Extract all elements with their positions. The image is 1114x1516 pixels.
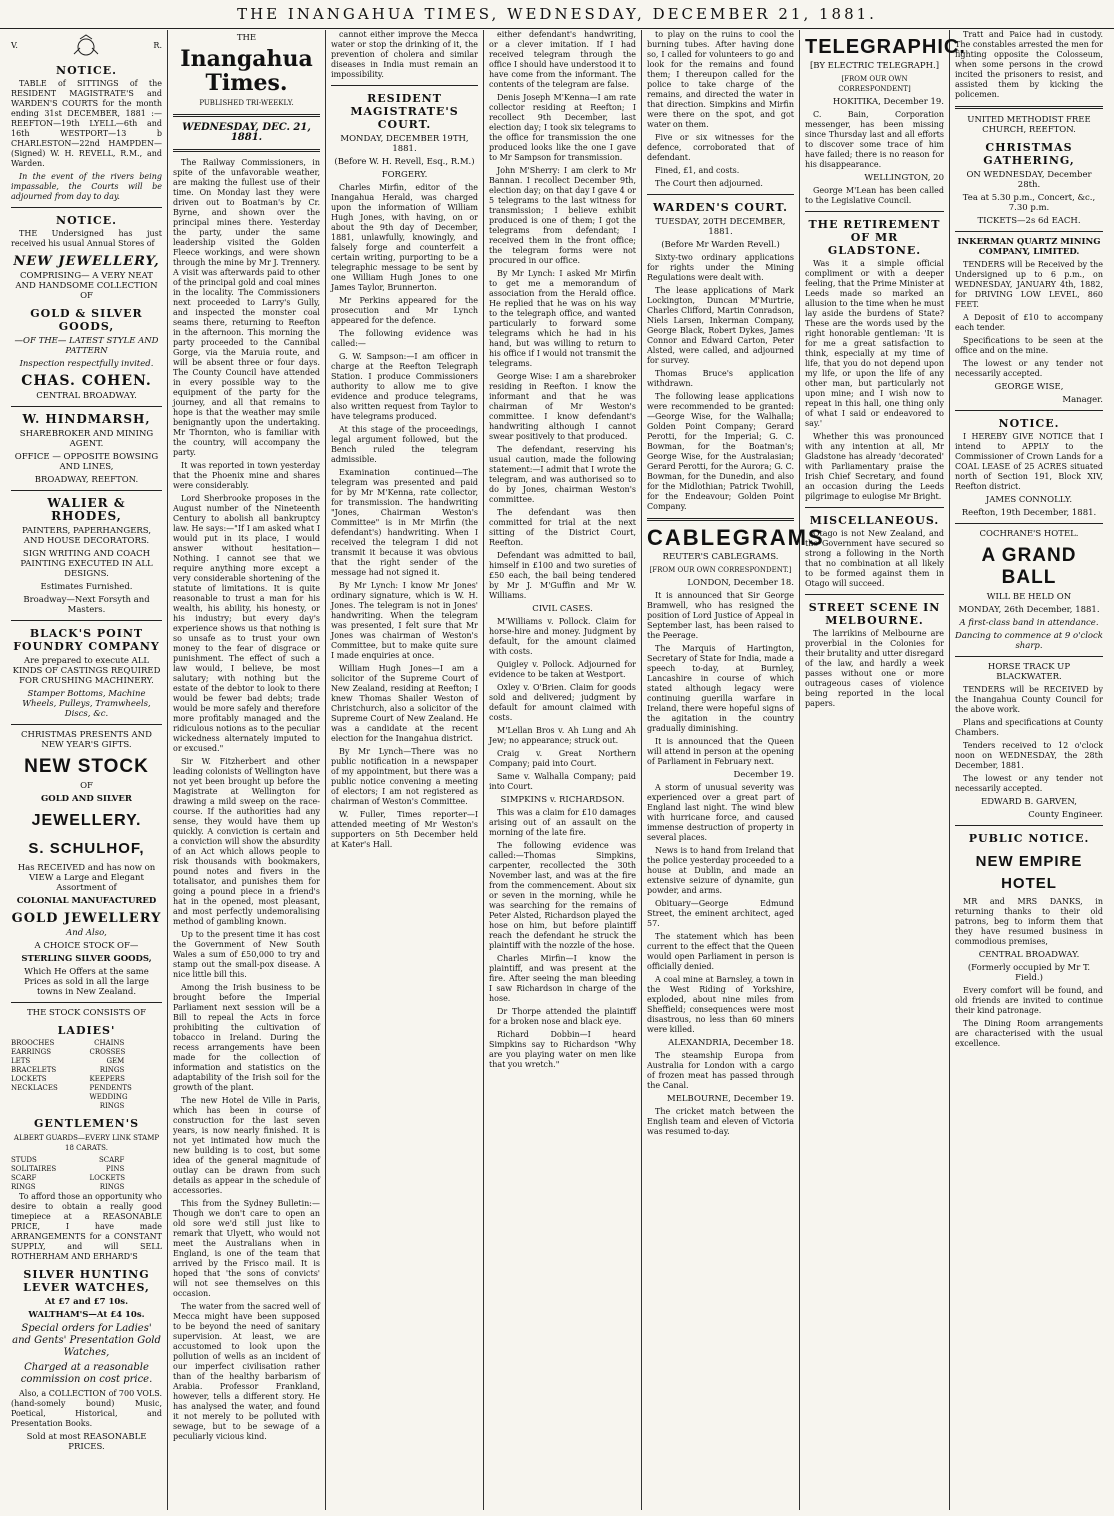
horse-track-heading: HORSE TRACK UP BLACKWATER. [987, 662, 1071, 682]
tenders-notice: TENDERS will be Received by the Undersigned up to 6 p.m., on WEDNESDAY, JANUARY 4th, 1882, for DRIVING LOW LEVEL, 860 FEET. [955, 260, 1103, 309]
specifications-note: Specifications to be seen at the office and on the mine. [955, 336, 1103, 355]
column-6 [800, 30, 966, 1510]
special-orders: Special orders for Ladies' and Gents' Presentation Gold Watches, [12, 1323, 161, 1358]
silver-hunting-watches: SILVER HUNTING LEVER WATCHES, [23, 1268, 150, 1294]
engineer-title: County Engineer. [1028, 810, 1103, 820]
column-1 [6, 30, 168, 1510]
title-the: THE [236, 33, 257, 43]
gladstone-heading: THE RETIREMENT OF MR GLADSTONE. [808, 218, 941, 257]
divider [647, 518, 794, 521]
divider [11, 406, 162, 407]
inkerman-heading: INKERMAN QUARTZ MINING COMPANY, LIMITED. [957, 237, 1101, 257]
wardens-court-date: TUESDAY, 20TH DECEMBER, 1881. [655, 217, 786, 237]
crest-left: V. [11, 41, 18, 50]
central-broadway: CENTRAL BROADWAY. [978, 950, 1080, 960]
christmas-gathering: CHRISTMAS GATHERING, [983, 141, 1075, 167]
schulhof-name: S. SCHULHOF, [28, 840, 145, 857]
from-correspondent: [FROM OUR OWN CORRESPONDENT] [838, 75, 911, 93]
ladies-left-list [11, 1039, 83, 1111]
article-paragraph: News is to hand from Ireland that the police yesterday proceeded to a house at Dublin, and made an extensive seizure of dynamite, gun powder, and arms. [647, 846, 794, 895]
article-paragraph: Mr Perkins appeared for the prosecution and Mr Lynch appeared for the defence. [331, 296, 478, 325]
published-tri-weekly: PUBLISHED TRI-WEEKLY. [199, 99, 294, 107]
tickets: TICKETS—2s 6d EACH. [977, 216, 1081, 226]
article-paragraph: Thomas Bruce's application withdrawn. [647, 369, 794, 388]
article-paragraph: Was it a simple official compliment or with a deeper feeling, that the Prime Minister at Leeds made so marked an allusion to the time when he must lay aside the burdens of State? These are the words used by the right honorable gentleman: 'It is for me a great satisfaction to think, especially at my time of life, that you do not depend upon my life, or upon the life of any other man, but particularly not upon mine; and I wish now to repeat in this hall, one thing only of what I said or endeavored to say.' [805, 259, 944, 428]
hindmarsh-name: W. HINDMARSH, [22, 412, 151, 426]
list-item: SCARF RINGS [11, 1174, 37, 1191]
article-paragraph: W. Fuller, Times reporter—I attended meeting of Mr Weston's supporters on 5th December held at Kater's Hall. [331, 810, 478, 849]
article-paragraph: cannot either improve the Mecca water or stop the drinking of it, the prevention of cholera and similar diseases in India must remain an impossibility. [331, 30, 478, 79]
deposit-note: A Deposit of £10 to accompany each tender. [955, 313, 1103, 332]
gents-items [11, 1156, 162, 1192]
connolly-date: Reefton, 19th December, 1881. [961, 508, 1097, 518]
article-paragraph: to play on the ruins to cool the burning tubes. After having done so, I called for volunteers to go and look for the remains and found them; I thereupon called for the police to take charge of the remains, and directed the water in that direction. Simpkins and Mirfin were there on the spot, and got water on them. [647, 30, 794, 129]
divider [11, 207, 162, 208]
article-paragraph: The Railway Commissioners, in spite of the unfavorable weather, are making the fullest use of their time. On Monday last they were driven out to Boatman's by Cr. Byrne, and shown over the principal mines there. Yesterday the party, under the same leadership visited the Golden Fleece workings, and were shown through the mine by Mr J. Trennery. A visit was afterwards paid to other of the principal gold and coal mines in the locality. The Commissioners next proceeded to Larry's Gully, and inspected the monster coal seams there, returning to Reefton in the afternoon. This morning the party proceeded to the Cannibal Gorge, via the Maruia route, and will be absent three or four days. The County Council have attended in every possible way to the equipment of the party for the journey, and all that remains to hope is that the weather may smile benignantly upon the undertaking. Mr Thornton, who is familiar with the country, will accompany the party. [173, 158, 320, 457]
gold-and-silver: GOLD AND SILVER [41, 794, 132, 804]
books-collection: Also, a COLLECTION of 700 VOLS. (hand-somely bound) Music, Poetical, Historical, and Presentation Books. [11, 1389, 162, 1428]
cochrane-hotel: COCHRANE'S HOTEL. [979, 529, 1079, 539]
cohen-name: CHAS. COHEN. [21, 373, 152, 389]
article-paragraph: Fined, £1, and costs. [655, 166, 740, 175]
list-item: PENDENTS [89, 1084, 132, 1092]
article-paragraph: Dr Thorpe attended the plaintiff for a broken nose and black eye. [489, 1007, 636, 1026]
divider [805, 211, 944, 212]
column-5 [642, 30, 825, 1510]
ladies-heading: LADIES' [57, 1024, 116, 1037]
new-stock-of: OF [80, 781, 93, 791]
article-paragraph: A storm of unusual severity was experienced over a great part of England last night. The wind blew with hurricane force, and caused immense destruction of property in several places. [647, 783, 794, 842]
list-item: RINGS [99, 1183, 125, 1191]
gentlemens-heading: GENTLEMEN'S [33, 1117, 140, 1130]
formerly-occupied: (Formerly occupied by Mr T. Field.) [967, 963, 1091, 983]
article-paragraph: Oxley v. O'Brien. Claim for goods sold and delivered; judgment by default for amount claimed with costs. [489, 683, 636, 722]
article-paragraph: C. Bain, Corporation messenger, has been missing since Thursday last and all efforts to discover some trace of him have failed; there is no reason for his disappearance. [805, 110, 944, 169]
george-wise: GEORGE WISE, [994, 382, 1064, 392]
article-paragraph: Charles Mirfin—I know the plaintiff, and was present at the fire. After seeing the man bleeding I saw Richardson in charge of the hose. [489, 954, 636, 1003]
divider [173, 114, 320, 117]
plans-note: Plans and specifications at County Chambers. [955, 718, 1103, 737]
wardens-court-before: (Before Mr Warden Revell.) [661, 240, 780, 250]
inspection-invited: Inspection respectfully invited. [19, 359, 154, 369]
article-paragraph: G. W. Sampson:—I am officer in charge at the Reefton Telegraph Station. I produce Commissioners authority to allow me to give evidence and produce telegrams, also written request from Taylor to have telegrams produced. [331, 352, 478, 421]
list-item: SOLITAIRES [11, 1165, 57, 1173]
walier-name: WALIER & RHODES, [47, 496, 126, 523]
stock-consists: THE STOCK CONSISTS OF [27, 1008, 146, 1018]
article-paragraph: Examination continued—The telegram was presented and paid for by Mr M'Kenna, rate collector, for transmission. The handwriting "Jones, Chairman Weston's Committee" is in Mr Mirfin (the defendant's) handwriting. When I received the telegram I did not transmit it because it was obvious that the right sender of the message had not signed it. [331, 468, 478, 577]
article-paragraph: The Marquis of Hartington, Secretary of State for India, made a speech to-day, at Burnley, Lancashire in course of which stated although legacy were continuing guerilla warfare in Ireland, there were hopeful signs of the agitation in the country gradually diminishing. [647, 644, 794, 733]
gathering-date: ON WEDNESDAY, December 28th. [966, 170, 1092, 190]
telegraphic-heading: TELEGRAPHIC. [805, 36, 966, 58]
gold-jewellery: GOLD JEWELLERY [11, 911, 162, 926]
manager-title: Manager. [1062, 395, 1103, 405]
price-hunting: At £7 and £7 10s. [44, 1297, 129, 1307]
street-scene-heading: STREET SCENE IN MELBOURNE. [808, 601, 941, 627]
column-2 [168, 30, 326, 1510]
column-3 [326, 30, 484, 1510]
dateline-dec19: December 19. [733, 770, 794, 780]
miscellaneous-heading: MISCELLANEOUS. [809, 514, 940, 527]
walier-sign: SIGN WRITING AND COACH PAINTING EXECUTED IN ALL DESIGNS. [20, 549, 153, 579]
article-paragraph: Same v. Walhalla Company; paid into Court. [489, 772, 636, 791]
rm-court-heading: RESIDENT MAGISTRATE'S COURT. [350, 92, 459, 131]
foundry-items: Stamper Bottoms, Machine Wheels, Pulleys, Tramwheels, Discs, &c. [22, 689, 151, 719]
article-paragraph: The larrikins of Melbourne are proverbial in the Colonies for their brutality and utter disregard of the law, and hardly a week passes without one or more outrageous cases of violence being reported in the local papers. [805, 629, 944, 708]
article-paragraph: It is announced that Sir George Bramwell, who has resigned the position of Lord Justice of Appeal in September last, has been raised to the Peerage. [647, 591, 794, 640]
foundry-name: BLACK'S POINT FOUNDRY COMPANY [13, 627, 160, 653]
forgery-heading: FORGERY. [381, 170, 428, 180]
article-paragraph: Denis Joseph M'Kenna—I am rate collector residing at Reefton; I recollect 9th December, last election day; I took six telegrams to the office for transmission the one produced looks like the one I gave to Mr Sampson for transmission. [489, 93, 636, 162]
article-paragraph: Obituary—George Edmund Street, the eminent architect, aged 57. [647, 899, 794, 928]
coal-lease-notice: I HEREBY GIVE NOTICE that I intend to APPLY to the Commissioner of Crown Lands for a COAL LEASE of 25 ACRES situated north of Section 191, Block XIV, Reefton district. [955, 432, 1103, 491]
list-item: KEEPERS [89, 1075, 125, 1083]
crest-row [11, 34, 162, 58]
ladies-items [11, 1039, 162, 1111]
reuters-heading: REUTER'S CABLEGRAMS. [662, 552, 779, 562]
foundry-body: Are prepared to execute ALL KINDS OF CASTINGS REQUIRED FOR CRUSHING MACHINERY. [12, 656, 161, 686]
article-paragraph: A coal mine at Barnsley, a town in the West Riding of Yorkshire, exploded, about nine miles from Sheffield; consequences were most disastrous, no less than 60 miners were killed. [647, 975, 794, 1034]
civil-cases-heading: CIVIL CASES. [532, 604, 593, 614]
issue-date: WEDNESDAY, DEC. 21, 1881. [182, 122, 311, 143]
article-paragraph: By Mr Lynch: I asked Mr Mirfin to get me a memorandum of association from the Herald office. He replied that he was on his way to the telegraph office, and wanted particularly to forward some telegrams which he had in his hand, but was willing to return to his office if I would not transmit the telegrams. [489, 269, 636, 368]
article-paragraph: Quigley v. Pollock. Adjourned for evidence to be taken at Westport. [489, 660, 636, 679]
list-item: SCARF PINS [98, 1156, 125, 1173]
james-connolly: JAMES CONNOLLY. [985, 495, 1073, 505]
colonial-manufactured: COLONIAL MANUFACTURED [16, 896, 157, 906]
column-4 [484, 30, 642, 1510]
gents-right-list [90, 1156, 162, 1192]
article-paragraph: It is announced that the Queen will attend in person at the opening of Parliament in February next. [647, 737, 794, 766]
jewellery-heading: JEWELLERY. [31, 812, 142, 829]
list-item: BROOCHES [11, 1039, 55, 1047]
divider [11, 724, 162, 725]
article-paragraph: The cricket match between the English team and eleven of Victoria was resumed to-day. [647, 1107, 794, 1136]
article-paragraph: Richard Dobbin—I heard Simpkins say to Richardson "Why are you playing water on men like that you wretch." [489, 1030, 636, 1069]
notice-heading: NOTICE. [56, 64, 117, 77]
list-item: EARRINGS [11, 1048, 51, 1056]
divider [955, 656, 1103, 657]
walier-trade: PAINTERS, PAPERHANGERS, AND HOUSE DECORATORS. [21, 526, 152, 546]
walier-estimates: Estimates Furnished. [40, 582, 133, 592]
grand-ball: A GRAND BALL [981, 545, 1077, 588]
article-paragraph: George M'Lean has been called to the Legislative Council. [805, 186, 944, 205]
article-paragraph: Among the Irish business to be brought before the Imperial Parliament next session will be a Bill to repeal the Acts in force prohibiting the cultivation of tobacco in Ireland. During the recess arrangements have been made for the collection of information and statistics on the adaptability of the Irish soil for the growth of the plant. [173, 983, 320, 1092]
schulhof-body: Has RECEIVED and has now on VIEW a Large and Elegant Assortment of [17, 863, 156, 893]
article-paragraph: At this stage of the proceedings, legal argument followed, but the Bench ruled the telegram admissible. [331, 425, 478, 464]
article-paragraph: Five or six witnesses for the defence, corroborated that of defendant. [647, 133, 794, 162]
article-paragraph: This was a claim for £10 damages arising out of an assault on the morning of the late fire. [489, 808, 636, 837]
sold-prices: Sold at most REASONABLE PRICES. [26, 1432, 147, 1452]
and-also: And Also, [66, 928, 107, 938]
article-paragraph: This from the Sydney Bulletin:—Though we don't care to open an old sore we'd still just like to remark that Ulyett, who would not meet the Australians when in England, is one of the team that arrived by the Frisco mail. It is hoped that 'the sons of convicts' will not see themselves on this occasion. [173, 1199, 320, 1298]
article-paragraph: The new Hotel de Ville in Paris, which has been in course of construction for the last seven years, is now nearly finished. It is not yet intimated how much the new building is to cost, but some idea of the general magnitude of outlay can be drawn from such details as appear in the schedule of accessories. [173, 1096, 320, 1195]
dateline-hokitika: HOKITIKA, December 19. [832, 97, 944, 107]
public-notice: PUBLIC NOTICE. [968, 832, 1090, 845]
ladies-right-list [90, 1039, 162, 1111]
crest-right: R. [153, 41, 162, 50]
divider [11, 620, 162, 621]
article-paragraph: Charles Mirfin, editor of the Inangahua Herald, was charged upon the information of William Hugh Jones, with having, on or about the 9th day of December, 1881, unlawfully, knowingly, and falsely forge and counterfeit a certain writing, purporting to be a telegraphic message to be sent by one William Hugh Jones to one James Taylor, Brunnerton. [331, 183, 478, 292]
divider [955, 231, 1103, 232]
divider [647, 194, 794, 195]
list-item: BRACELETS [11, 1066, 57, 1074]
article-paragraph: William Hugh Jones—I am a solicitor of the Supreme Court of New Zealand, residing at Reefton; I knew Thomas Shailer Weston of Christchurch, also a solicitor of the Supreme Court of New Zealand. He was a candidate at the recent election for the Inangahua district. [331, 664, 478, 743]
will-be-held: WILL BE HELD ON [986, 592, 1072, 602]
afford-paragraph: To afford those an opportunity who desire to obtain a really good timepiece at a REASONABLE PRICE, I have made ARRANGEMENTS for a CONSTANT SUPPLY, and will SELL ROTHERHAM AND ERHARD'S [11, 1192, 162, 1261]
masthead: THE INANGAHUA TIMES, WEDNESDAY, DECEMBER 21, 1881. [0, 0, 1114, 29]
article-paragraph: John M'Sherry: I am clerk to Mr Bannan. I recollect December 9th, election day; on that day I gave 4 or 5 telegrams to the last witness for transmission; I believe exhibit produced is one of them; I got the telegrams from defendant; I received them in the front office; the telegram forms were not procured in our office. [489, 166, 636, 265]
dateline-melbourne: MELBOURNE, December 19. [667, 1094, 794, 1104]
list-item: CHAINS [94, 1039, 125, 1047]
divider [805, 594, 944, 595]
list-item: CROSSES [89, 1048, 126, 1056]
article-paragraph: By Mr Lynch—There was no public notification in a newspaper of my appointment, but there was a public notice convening a meeting of electors; I am not registered as chairman of Weston's Committee. [331, 747, 478, 806]
gents-left-list [11, 1156, 83, 1192]
divider [955, 825, 1103, 826]
wardens-court-heading: WARDEN'S COURT. [653, 201, 788, 214]
list-item: LETS [11, 1057, 31, 1065]
walier-address: Broadway—Next Forsyth and Masters. [23, 595, 150, 615]
article-paragraph: Craig v. Great Northern Company; paid into Court. [489, 749, 636, 768]
jewellery-intro: THE Undersigned has just received his usual Annual Stores of [11, 229, 162, 248]
tea-concert: Tea at 5.30 p.m., Concert, &c., 7.30 p.m. [962, 193, 1096, 213]
ball-date: MONDAY, 26th December, 1881. [958, 605, 1100, 615]
jewellery-title: NEW JEWELLERY, [13, 254, 160, 269]
article-paragraph: The statement which has been current to the effect that the Queen would open Parliament in person is officially denied. [647, 932, 794, 971]
article-paragraph: The following evidence was called:— [331, 329, 478, 348]
article-paragraph: The following evidence was called:—Thomas Simpkins, carpenter, recollected the 30th November last, and was at the fire from the commencement. About six or seven in the morning, while he was searching for the remains of Peter Alsted, Richardson played the hose on him, but before plaintiff reach the defendant he struck the plaintiff with the nozzle of the hose. [489, 841, 636, 950]
article-paragraph: Otago is not New Zealand, and the Government have secured so strong a following in the North that no combination at all likely to be formed against them in Otago will succeed. [805, 529, 944, 588]
article-paragraph: Up to the present time it has cost the Government of New South Wales a sum of £50,000 to try and stamp out the small-pox disease. A nice little bill this. [173, 930, 320, 979]
dining-note: The Dining Room arrangements are characterised with the usual excellence. [955, 1019, 1103, 1048]
article-paragraph: The steamship Europa from Australia for London with a cargo of frozen meat has passed through the Canal. [647, 1051, 794, 1090]
xmas-presents: CHRISTMAS PRESENTS AND NEW YEAR'S GIFTS. [21, 730, 152, 750]
royal-crest-icon [71, 34, 101, 58]
comfort-note: Every comfort will be found, and old friends are invited to continue their kind patronage. [955, 986, 1103, 1015]
dateline-wellington: WELLINGTON, 20 [864, 173, 944, 183]
list-item: WEDDING RINGS [89, 1093, 128, 1110]
article-paragraph: either defendant's handwriting, or a clever imitation. If I had received telegram through the office I should have understood it to have come from the informant. The contents of the telegram are false. [489, 30, 636, 89]
garven-name: EDWARD B. GARVEN, [980, 797, 1077, 807]
sittings-table: TABLE of SITTINGS of the RESIDENT MAGISTRATE'S and WARDEN'S COURTS for the month ending 31st DECEMBER, 1881 :— REEFTON—19th LYELL—6th and 16th WESTPORT—13 b CHARLESTON—22nd HAMPDEN— (Signed) W. H. REVELL, R.M., and Warden. [11, 79, 162, 168]
divider [805, 507, 944, 508]
tenders-notice-2: TENDERS will be RECEIVED by the Inangahua County Council for the above work. [955, 685, 1103, 714]
tenders-received: Tenders received to 12 o'clock noon on WEDNESDAY, the 28th December, 1881. [955, 741, 1103, 770]
choice-stock: A CHOICE STOCK OF— [34, 941, 139, 951]
gold-silver-goods: GOLD & SILVER GOODS, [30, 307, 143, 333]
rm-court-before: (Before W. H. Revell, Esq., R.M.) [334, 157, 475, 167]
divider [955, 410, 1103, 411]
article-paragraph: It was reported in town yesterday that the Phoenix mine and shares were considerably. [173, 461, 320, 490]
dateline-london: LONDON, December 18. [687, 578, 794, 588]
danks-notice: MR and MRS DANKS, in returning thanks to their old patrons, beg to inform them that they have resumed business in commodious premises, [955, 897, 1103, 946]
article-paragraph: The defendant, reserving his usual caution, made the following statement:—I admit that I wrote the telegram, and was authorised so to do by Jones, chairman Weston's committee. [489, 445, 636, 504]
divider [11, 1002, 162, 1003]
newspaper-title: Inangahua Times. [180, 46, 313, 96]
article-paragraph: The defendant was then committed for trial at the next sitting of the District Court, Reefton. [489, 508, 636, 547]
article-paragraph: M'Lellan Bros v. Ah Lung and Ah Jew; no appearance; struck out. [489, 726, 636, 745]
simpkins-heading: SIMPKINS v. RICHARDSON. [500, 795, 625, 805]
rm-court-date: MONDAY, DECEMBER 19TH, 1881. [340, 134, 469, 154]
article-paragraph: Defendant was admitted to bail, himself in £100 and two sureties of £50 each, the bail being tendered by Mr J. M'Guffin and Mr W. Williams. [489, 551, 636, 600]
new-stock: NEW STOCK [24, 756, 149, 777]
methodist-heading: UNITED METHODIST FREE CHURCH, REEFTON. [967, 115, 1091, 135]
sittings-note: In the event of the rivers being impassable, the Courts will be adjourned from day to day. [11, 172, 162, 201]
cablegrams-heading: CABLEGRAMS [647, 525, 825, 550]
divider [173, 149, 320, 152]
article-paragraph: The water from the sacred well of Mecca might have been supposed to be beyond the need of sanitary supervision. At least, we are accustomed to look upon the pollution of wells as an incident of our imperfect civilisation rather than of the healthy barbarism of Arabia. Professor Frankland, however, tells a different story. He has analysed the water, and found it not merely to be polluted with sewage, but to be sewage of a peculiarly vicious kind. [173, 1302, 320, 1441]
list-item: GEM RINGS [99, 1057, 125, 1074]
article-paragraph: Tratt and Paice had in custody. The constables arrested the men for fighting opposite the Colosseum, when some persons in the crowd incited the prisoners to resist, and assisted them by kicking the policemen. [955, 30, 1103, 99]
article-paragraph: The lease applications of Mark Lockington, Duncan M'Murtrie, Charles Clifford, Martin Conradson, Niels Larsen, Inkerman Company, George Black, Robert Dykes, James Connor and Edward Carton, Peter Alsted, were called, and adjourned for survey. [647, 286, 794, 365]
offers-prices: Which He Offers at the same Prices as sold in all the large towns in New Zealand. [24, 967, 149, 997]
charged-commission: Charged at a reasonable commission on cost price. [20, 1362, 153, 1385]
article-paragraph: By Mr Lynch: I know Mr Jones' ordinary signature, which is W. H. Jones. The telegram is not in Jones' handwriting. When the telegram was presented, I felt sure that Mr Jones was chairman of Weston's Committee, but to make quite sure I made enquiries at once. [331, 581, 478, 660]
hindmarsh-trade: SHAREBROKER AND MINING AGENT. [19, 429, 154, 449]
article-paragraph: George Wise: I am a sharebroker residing in Reefton. I know the informant and that he was chairman of Mr Weston's committee. I know defendant's handwriting although I cannot swear positively to that produced. [489, 372, 636, 441]
article-paragraph: The following lease applications were recommended to be granted:—George Wise, for the Walhalla; Golden Point Company; Gerard Perotti, for the Imperial; G. C. Bowman, for the Boatman's; George Wise, for the Australasian; Gerard Perotti, for the Aurora; G. C. Bowman, for the Dunedin, and also for the Midlothian; Patrick Twohill, for the Endeavour; Golden Point Company. [647, 392, 794, 511]
lowest-tender-note: The lowest or any tender not necessarily accepted. [955, 359, 1103, 378]
list-item: LOCKETS [11, 1075, 47, 1083]
list-item: LOCKETS [89, 1174, 126, 1182]
columns [6, 30, 1108, 1510]
article-paragraph: Sir W. Fitzherbert and other leading colonists of Wellington have not yet been brought up before the Magistrate at Wellington for drawing a mild sweep on the race-course. If the authorities had any sense, they would have them up quickly. A conviction is certain and a conviction will show the absurdity of an Act which allows people to risk thousands with bookmakers, pound notes and fivers in the totalisator, and punishes them for going a pound piece in a friend's hat in the opened, most pleasant, and most perfectly undemoralising method of gambling known. [173, 757, 320, 926]
by-electric-telegraph: [BY ELECTRIC TELEGRAPH.] [809, 61, 940, 71]
hindmarsh-address: BROADWAY, REEFTON. [34, 475, 139, 485]
waltham-price: WALTHAM'S—At £4 10s. [28, 1310, 145, 1320]
hindmarsh-office: OFFICE — OPPOSITE BOWSING AND LINES, [14, 452, 159, 472]
cohen-address: CENTRAL BROADWAY. [36, 391, 137, 401]
article-paragraph: M'Williams v. Pollock. Claim for horse-hire and money. Judgment by default, for the amount claimed with costs. [489, 617, 636, 656]
article-paragraph: The Court then adjourned. [655, 179, 763, 188]
from-correspondent: [FROM OUR OWN CORRESPONDENT.] [649, 566, 792, 574]
dancing-note: Dancing to commence at 9 o'clock sharp. [955, 631, 1103, 651]
divider [955, 523, 1103, 524]
band-note: A first-class band in attendance. [959, 618, 1099, 628]
divider [955, 106, 1103, 109]
new-empire-hotel: NEW EMPIRE HOTEL [975, 853, 1083, 892]
list-item: NECKLACES [11, 1084, 58, 1092]
dateline-alexandria: ALEXANDRIA, December 18. [668, 1038, 794, 1048]
sterling-silver: STERLING SILVER GOODS, [21, 954, 152, 964]
jewellery-body: COMPRISING— A VERY NEAT AND HANDSOME COLLECTION OF [15, 271, 158, 301]
article-paragraph: Lord Sherbrooke proposes in the August number of the Nineteenth Century to abolish all bankruptcy law. He says:—"If I am asked what I would put in its place, I would answer without hesitation—Nothing. I cannot see that we require anything more except a very considerable shortening of the statute of limitations. It is quite reasonable to trust a man for his wealth, his ability, his honesty, or his industry; but every day's experience shows us that nothing is so unsafe as to trust your own money to the fear of disgrace or punishment. The effect of such a law would, I believe, be most salutary; with nothing but the estate of the debtor to look to there would be fewer bad debts; trade would be more safely and therefore more profitably managed and the ridiculous notions as to the peculiar wickedness alternately imputed to or excused." [173, 494, 320, 753]
divider [331, 85, 478, 86]
notice-heading-2: NOTICE. [56, 214, 117, 227]
notice-heading: NOTICE. [998, 417, 1060, 430]
divider [11, 490, 162, 491]
article-paragraph: Sixty-two ordinary applications for rights under the Mining Regulations were dealt with. [647, 253, 794, 282]
list-item: STUDS [11, 1156, 37, 1164]
column-7 [950, 30, 1108, 1510]
latest-style: —OF THE— LATEST STYLE AND PATTERN [14, 336, 159, 356]
albert-guards: ALBERT GUARDS—EVERY LINK STAMP 18 CARATS. [13, 1134, 160, 1152]
article-paragraph: Whether this was pronounced with any intention at all, Mr Gladstone has already 'decorated' with Parliamentary praise the Irish Chief Secretary, and found an occasion during the Leeds pilgrimage to eulogise Mr Bright. [805, 432, 944, 501]
lowest-tender-note-2: The lowest or any tender not necessarily accepted. [955, 774, 1103, 793]
